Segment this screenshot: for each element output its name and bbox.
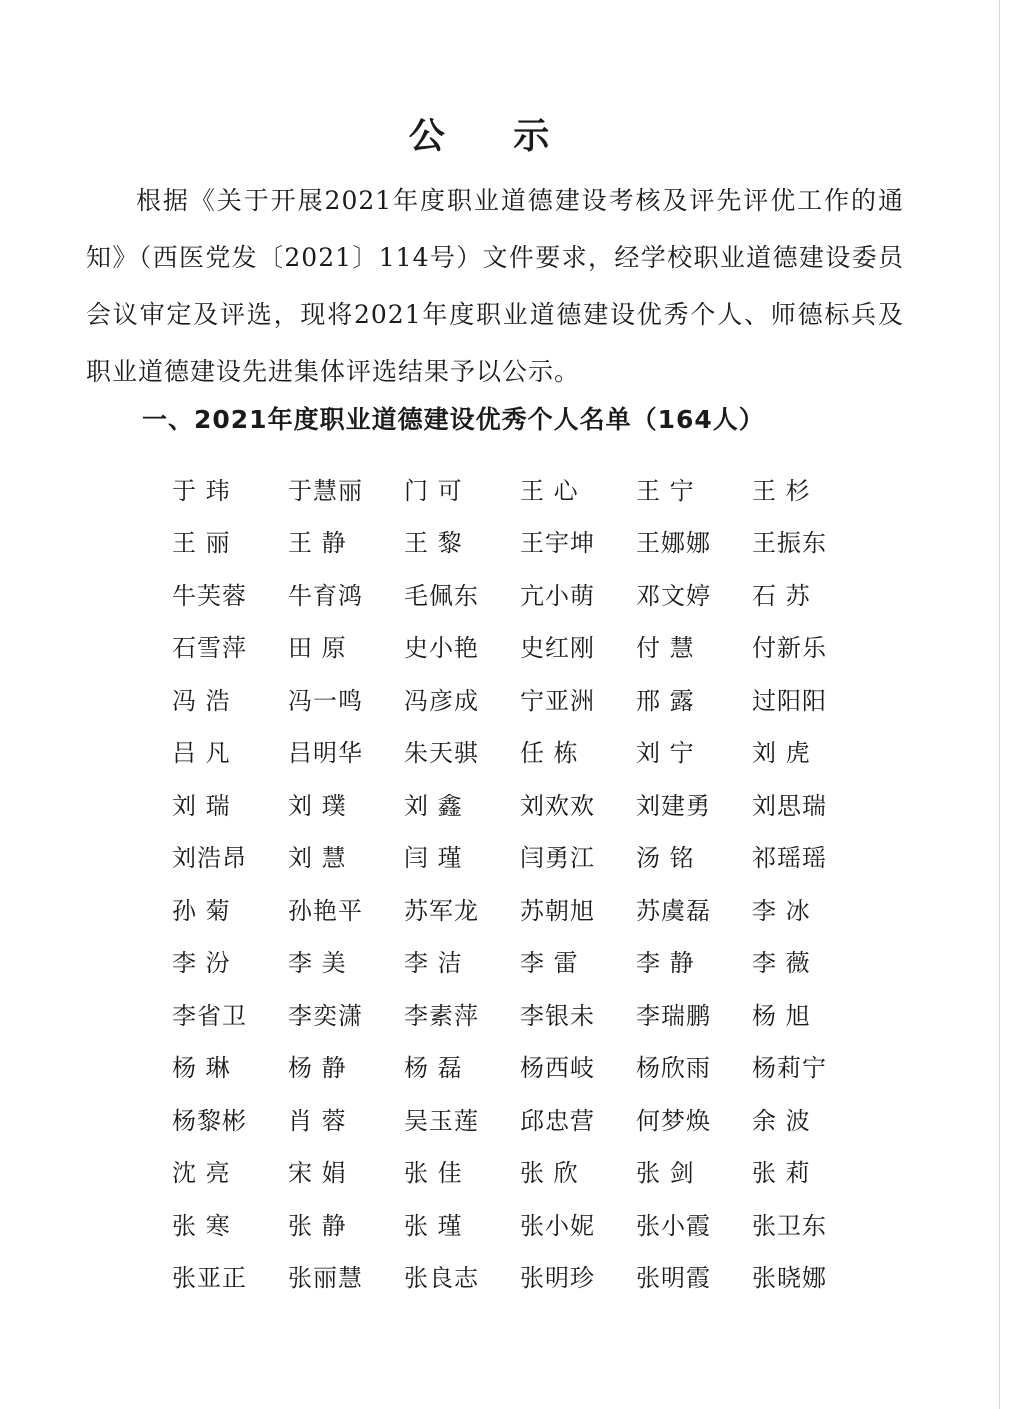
name-entry: 石 苏 — [752, 581, 811, 610]
name-entry: 杨西岐 — [520, 1054, 595, 1083]
name-entry: 杨欣雨 — [636, 1054, 711, 1083]
name-entry: 王娜娜 — [636, 529, 711, 558]
name-entry: 祁瑶瑶 — [752, 844, 827, 873]
name-entry: 何梦焕 — [636, 1106, 711, 1135]
name-entry: 邢 露 — [636, 686, 695, 715]
name-entry: 牛育鸿 — [288, 581, 363, 610]
name-entry: 吕明华 — [288, 739, 363, 768]
name-entry: 李银未 — [520, 1001, 595, 1030]
name-entry: 于 玮 — [172, 476, 231, 505]
name-entry: 张 欣 — [520, 1159, 579, 1188]
name-entry: 田 原 — [288, 634, 347, 663]
name-entry: 吴玉莲 — [404, 1106, 479, 1135]
name-entry: 刘 璞 — [288, 791, 347, 820]
name-entry: 王 静 — [288, 529, 347, 558]
name-entry: 任 栋 — [520, 739, 579, 768]
name-entry: 刘 宁 — [636, 739, 695, 768]
name-entry: 李奕潇 — [288, 1001, 363, 1030]
name-entry: 张良志 — [404, 1264, 479, 1293]
name-entry: 刘 鑫 — [404, 791, 463, 820]
name-entry: 王宇坤 — [520, 529, 595, 558]
name-entry: 张 剑 — [636, 1159, 695, 1188]
name-entry: 王振东 — [752, 529, 827, 558]
name-entry: 刘浩昂 — [172, 844, 247, 873]
name-entry: 李 薇 — [752, 949, 811, 978]
name-entry: 苏朝旭 — [520, 896, 595, 925]
name-entry: 宋 娟 — [288, 1159, 347, 1188]
name-entry: 石雪萍 — [172, 634, 247, 663]
name-entry: 吕 凡 — [172, 739, 231, 768]
name-entry: 于慧丽 — [288, 476, 363, 505]
name-entry: 杨黎彬 — [172, 1106, 247, 1135]
name-entry: 孙 菊 — [172, 896, 231, 925]
name-entry: 张丽慧 — [288, 1264, 363, 1293]
name-entry: 汤 铭 — [636, 844, 695, 873]
name-entry: 王 宁 — [636, 476, 695, 505]
name-entry: 李省卫 — [172, 1001, 247, 1030]
name-entry: 史小艳 — [404, 634, 479, 663]
name-entry: 沈 亮 — [172, 1159, 231, 1188]
name-entry: 刘建勇 — [636, 791, 711, 820]
name-entry: 杨 琳 — [172, 1054, 231, 1083]
name-entry: 张 寒 — [172, 1211, 231, 1240]
name-entry: 毛佩东 — [404, 581, 479, 610]
name-entry: 李 洁 — [404, 949, 463, 978]
name-entry: 苏军龙 — [404, 896, 479, 925]
name-entry: 张明珍 — [520, 1264, 595, 1293]
name-entry: 肖 蓉 — [288, 1106, 347, 1135]
name-entry: 张亚正 — [172, 1264, 247, 1293]
name-entry: 李素萍 — [404, 1001, 479, 1030]
name-entry: 朱天骐 — [404, 739, 479, 768]
name-entry: 张晓娜 — [752, 1264, 827, 1293]
name-entry: 王 丽 — [172, 529, 231, 558]
name-entry: 杨莉宁 — [752, 1054, 827, 1083]
name-list — [172, 462, 872, 1302]
name-entry: 王 黎 — [404, 529, 463, 558]
name-entry: 李 美 — [288, 949, 347, 978]
name-entry: 刘 瑞 — [172, 791, 231, 820]
name-entry: 冯一鸣 — [288, 686, 363, 715]
name-entry: 余 波 — [752, 1106, 811, 1135]
name-entry: 门 可 — [404, 476, 463, 505]
name-entry: 付 慧 — [636, 634, 695, 663]
name-entry: 宁亚洲 — [520, 686, 595, 715]
name-entry: 张 瑾 — [404, 1211, 463, 1240]
name-entry: 亢小萌 — [520, 581, 595, 610]
name-entry: 牛芙蓉 — [172, 581, 247, 610]
name-entry: 李瑞鹏 — [636, 1001, 711, 1030]
scan-edge-line — [999, 0, 1000, 1409]
name-entry: 王 杉 — [752, 476, 811, 505]
section-heading: 一、2021年度职业道德建设优秀个人名单（164人） — [142, 405, 765, 434]
name-entry: 冯 浩 — [172, 686, 231, 715]
name-entry: 张明霞 — [636, 1264, 711, 1293]
name-entry: 王 心 — [520, 476, 579, 505]
name-entry: 李 冰 — [752, 896, 811, 925]
name-entry: 李 静 — [636, 949, 695, 978]
name-entry: 邱忠营 — [520, 1106, 595, 1135]
name-entry: 杨 磊 — [404, 1054, 463, 1083]
name-entry: 刘 虎 — [752, 739, 811, 768]
name-entry: 李 雷 — [520, 949, 579, 978]
name-entry: 张 静 — [288, 1211, 347, 1240]
name-entry: 刘 慧 — [288, 844, 347, 873]
name-entry: 张 莉 — [752, 1159, 811, 1188]
name-entry: 张小霞 — [636, 1211, 711, 1240]
name-entry: 冯彦成 — [404, 686, 479, 715]
name-entry: 杨 静 — [288, 1054, 347, 1083]
name-entry: 杨 旭 — [752, 1001, 811, 1030]
name-entry: 过阳阳 — [752, 686, 827, 715]
name-entry: 刘思瑞 — [752, 791, 827, 820]
name-entry: 孙艳平 — [288, 896, 363, 925]
name-entry: 史红刚 — [520, 634, 595, 663]
document-title: 公 示 — [408, 116, 578, 157]
name-entry: 闫勇江 — [520, 844, 595, 873]
name-entry: 闫 瑾 — [404, 844, 463, 873]
name-entry: 刘欢欢 — [520, 791, 595, 820]
name-entry: 李 汾 — [172, 949, 231, 978]
intro-paragraph: 根据《关于开展2021年度职业道德建设考核及评先评优工作的通知》（西医党发〔2021〕114号）文件要求，经学校职业道德建设委员会议审定及评选，现将2021年度职业道德建设优秀个人、师德标兵及职业道德建设先进集体评选结果予以公示。 — [86, 186, 904, 386]
name-entry: 张小妮 — [520, 1211, 595, 1240]
name-entry: 张卫东 — [752, 1211, 827, 1240]
name-entry: 付新乐 — [752, 634, 827, 663]
name-entry: 邓文婷 — [636, 581, 711, 610]
name-entry: 张 佳 — [404, 1159, 463, 1188]
name-entry: 苏虞磊 — [636, 896, 711, 925]
